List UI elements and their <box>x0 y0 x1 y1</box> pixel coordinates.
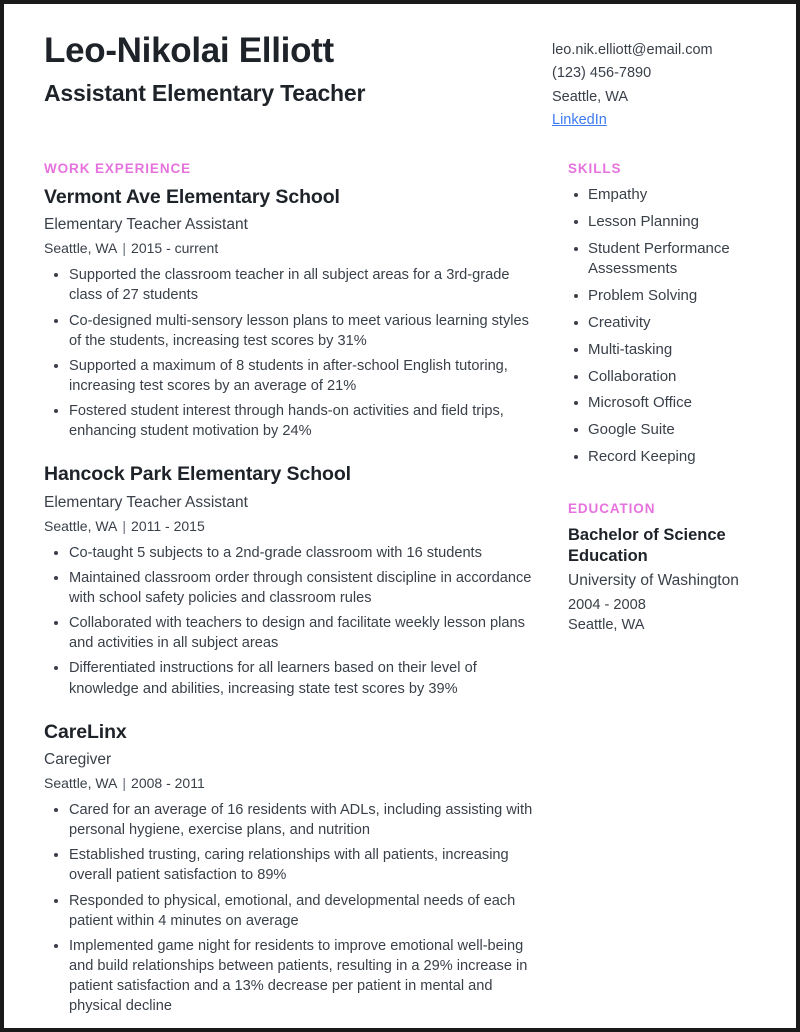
job-location: Seattle, WA <box>44 775 118 792</box>
job-entry <box>44 720 534 1017</box>
job-bullet: Co-designed multi-sensory lesson plans to meet various learning styles of the students, increasing test scores by 31% <box>44 311 534 351</box>
education-school: University of Washington <box>568 572 739 590</box>
skill-item: Multi-tasking <box>568 340 762 360</box>
contact-location: Seattle, WA <box>552 88 629 105</box>
skill-item: Lesson Planning <box>568 212 762 232</box>
job-role: Elementary Teacher Assistant <box>44 493 248 511</box>
contact-email[interactable]: leo.nik.elliott@email.com <box>552 42 713 58</box>
skills-list <box>568 185 762 467</box>
job-meta <box>44 239 534 258</box>
skill-item: Empathy <box>568 185 762 205</box>
job-meta <box>44 774 534 793</box>
job-bullet-list <box>44 543 534 699</box>
page-title: Leo-Nikolai Elliott <box>44 31 334 70</box>
job-organization: CareLinx <box>44 720 127 743</box>
skill-item: Record Keeping <box>568 447 762 467</box>
job-organization: Hancock Park Elementary School <box>44 463 351 486</box>
skill-item: Student Performance Assessments <box>568 239 762 279</box>
skill-item: Collaboration <box>568 367 762 387</box>
job-bullet: Responded to physical, emotional, and developmental needs of each patient within 4 minutes on average <box>44 891 534 931</box>
education-years: 2004 - 2008 <box>568 596 646 613</box>
job-bullet: Supported a maximum of 8 students in after-school English tutoring, increasing test scores by an average of 21% <box>44 356 534 396</box>
job-bullet: Cared for an average of 16 residents with ADLs, including assisting with personal hygiene, exercise plans, and nutrition <box>44 800 534 840</box>
job-meta <box>44 517 534 536</box>
job-bullet-list <box>44 265 534 441</box>
job-bullet: Differentiated instructions for all learners based on their level of knowledge and abilities, increasing state test scores by 39% <box>44 658 534 698</box>
skill-item: Microsoft Office <box>568 393 762 413</box>
section-heading-work-experience: WORK EXPERIENCE <box>44 160 192 176</box>
job-bullet: Supported the classroom teacher in all subject areas for a 3rd-grade class of 27 students <box>44 265 534 305</box>
job-entry <box>44 462 534 698</box>
meta-separator: | <box>122 240 127 257</box>
job-bullet: Implemented game night for residents to improve emotional well-being and build relationships between patients, resulting in a 29% increase in patient satisfaction and a 13% decrease per patient in mental and physical decline <box>44 936 534 1017</box>
side-column <box>552 161 762 636</box>
job-location: Seattle, WA <box>44 240 118 257</box>
resume-body <box>4 161 796 1028</box>
main-column <box>44 161 552 1016</box>
job-bullet: Fostered student interest through hands-on activities and field trips, enhancing student motivation by 24% <box>44 401 534 441</box>
resume-header <box>4 4 796 133</box>
skill-item: Creativity <box>568 313 762 333</box>
job-dates: 2015 - current <box>131 240 219 257</box>
job-bullet: Established trusting, caring relationships with all patients, increasing overall patient satisfaction to 89% <box>44 845 534 885</box>
job-organization: Vermont Ave Elementary School <box>44 185 340 208</box>
linkedin-link[interactable]: LinkedIn <box>552 112 607 129</box>
section-heading-skills: SKILLS <box>568 160 622 176</box>
education-entry <box>568 525 762 635</box>
job-bullet-list <box>44 800 534 1016</box>
skill-item: Problem Solving <box>568 286 762 306</box>
meta-separator: | <box>122 775 127 792</box>
job-location: Seattle, WA <box>44 517 118 534</box>
resume-page <box>4 4 796 1028</box>
contact-block <box>552 30 762 133</box>
section-heading-education: EDUCATION <box>568 501 656 517</box>
job-dates: 2011 - 2015 <box>131 517 205 534</box>
job-bullet: Co-taught 5 subjects to a 2nd-grade classroom with 16 students <box>44 543 534 563</box>
header-job-title: Assistant Elementary Teacher <box>44 80 366 107</box>
job-bullet: Collaborated with teachers to design and facilitate weekly lesson plans and activities in all subject areas <box>44 613 534 653</box>
skill-item: Google Suite <box>568 420 762 440</box>
contact-phone[interactable]: (123) 456-7890 <box>552 65 652 82</box>
education-location: Seattle, WA <box>568 617 645 634</box>
meta-separator: | <box>122 517 127 534</box>
job-entry <box>44 185 534 441</box>
job-role: Caregiver <box>44 751 112 768</box>
job-dates: 2008 - 2011 <box>131 775 205 792</box>
job-bullet: Maintained classroom order through consistent discipline in accordance with school safety policies and classroom rules <box>44 568 534 608</box>
job-role: Elementary Teacher Assistant <box>44 216 248 234</box>
education-degree: Bachelor of Science Education <box>568 526 726 566</box>
header-identity <box>44 30 552 108</box>
